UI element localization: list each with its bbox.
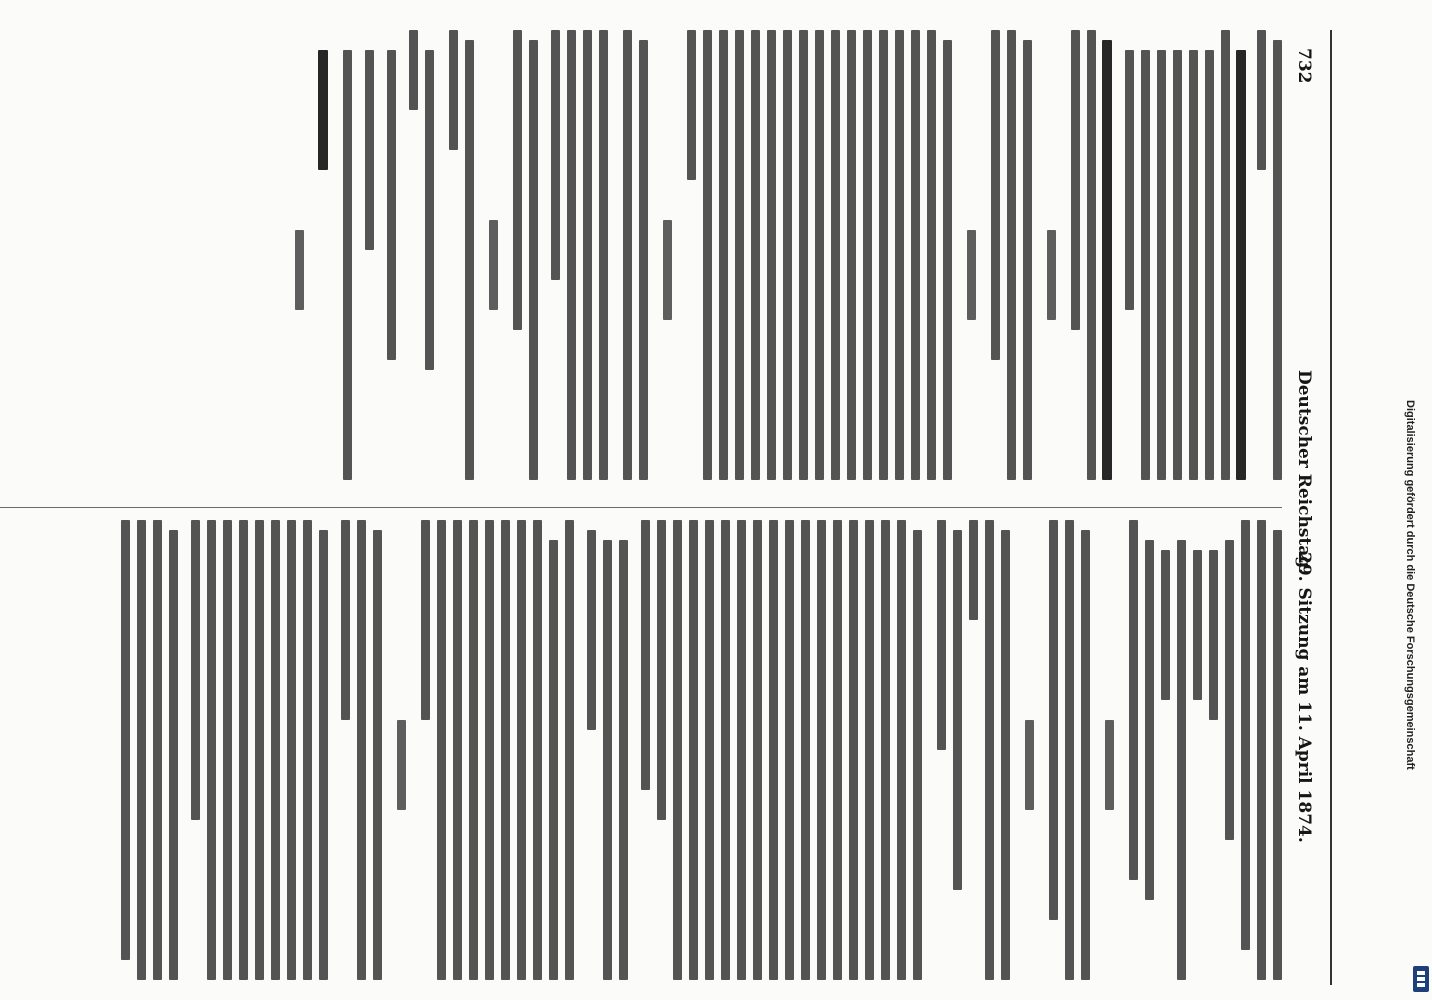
text-line (703, 30, 712, 480)
text-line (1193, 550, 1202, 700)
text-line (453, 520, 462, 980)
text-line (551, 30, 560, 280)
text-line (833, 520, 842, 980)
text-line (1177, 540, 1186, 980)
text-line (1105, 720, 1114, 810)
text-line (271, 520, 280, 980)
text-line (341, 520, 350, 720)
text-line (485, 520, 494, 980)
text-line (751, 30, 760, 480)
page-number: 732 (1294, 48, 1314, 84)
text-line (153, 520, 162, 980)
text-line (719, 30, 728, 480)
text-line (421, 520, 430, 720)
text-line (817, 520, 826, 980)
text-line (1049, 520, 1058, 920)
text-line (469, 520, 478, 980)
text-line (1257, 30, 1266, 170)
text-line (1157, 50, 1166, 480)
text-line (223, 520, 232, 980)
text-line (1241, 520, 1250, 950)
text-line (489, 220, 498, 310)
header-rule (1330, 30, 1332, 985)
text-line (1145, 540, 1154, 900)
text-line (1023, 40, 1032, 480)
text-line (565, 520, 574, 980)
running-title: Deutscher Reichstag. (1294, 370, 1314, 575)
text-line (689, 520, 698, 980)
text-line (849, 520, 858, 980)
text-line (549, 540, 558, 980)
text-line (767, 30, 776, 480)
text-line (583, 30, 592, 480)
text-line (753, 520, 762, 980)
text-line (1273, 40, 1282, 480)
text-line (769, 520, 778, 980)
text-line (425, 50, 434, 370)
text-line (295, 230, 304, 310)
text-line (881, 520, 890, 980)
text-line (169, 530, 178, 980)
text-line (1273, 530, 1282, 980)
text-line (623, 30, 632, 480)
text-line (1071, 30, 1080, 330)
text-line (619, 540, 628, 980)
text-line (1001, 530, 1010, 980)
text-line (343, 50, 352, 480)
column-divider (0, 507, 1282, 508)
text-line (785, 520, 794, 980)
text-line (1081, 530, 1090, 980)
text-line (1189, 50, 1198, 480)
text-line (533, 520, 542, 980)
text-line (641, 520, 650, 790)
text-line (449, 30, 458, 150)
text-line (517, 520, 526, 980)
text-line (137, 520, 146, 980)
text-line (1209, 550, 1218, 720)
text-line (191, 520, 200, 820)
text-line (1087, 30, 1096, 480)
text-line (831, 30, 840, 480)
text-line (865, 520, 874, 980)
text-line (687, 30, 696, 180)
text-line (1065, 520, 1074, 980)
text-line (318, 50, 328, 170)
text-line (913, 530, 922, 980)
text-line (357, 520, 366, 980)
text-line (953, 530, 962, 890)
text-line (937, 520, 946, 750)
text-line (287, 520, 296, 980)
text-line (397, 720, 406, 810)
text-line (1102, 40, 1112, 480)
text-line (673, 520, 682, 980)
text-line (239, 520, 248, 980)
text-line (895, 30, 904, 480)
text-line (319, 530, 328, 980)
dfg-logo (1413, 966, 1429, 992)
text-line (1173, 50, 1182, 480)
text-line (1141, 50, 1150, 480)
text-line (783, 30, 792, 480)
text-line (847, 30, 856, 480)
text-line (1025, 720, 1034, 810)
text-line (967, 230, 976, 320)
page-header (1290, 40, 1314, 970)
text-line (121, 520, 130, 960)
text-line (1257, 520, 1266, 980)
text-line (303, 520, 312, 980)
text-line (897, 520, 906, 980)
text-line (663, 220, 672, 320)
text-line (863, 30, 872, 480)
text-line (705, 520, 714, 980)
text-line (1236, 50, 1246, 480)
text-line (943, 40, 952, 480)
text-line (657, 520, 666, 820)
text-line (501, 520, 510, 980)
text-line (513, 30, 522, 330)
text-line (927, 30, 936, 480)
text-line (1007, 30, 1016, 480)
text-line (799, 30, 808, 480)
text-line (255, 520, 264, 980)
text-line (587, 530, 596, 730)
text-line (969, 520, 978, 620)
text-line (599, 30, 608, 480)
text-line (603, 540, 612, 980)
text-line (639, 40, 648, 480)
session-date: 29. Sitzung am 11. April 1874. (1294, 552, 1314, 843)
text-line (815, 30, 824, 480)
text-line (911, 30, 920, 480)
text-line (737, 520, 746, 980)
text-line (1221, 30, 1230, 480)
text-line (437, 520, 446, 980)
text-line (529, 40, 538, 480)
text-line (1161, 550, 1170, 700)
text-line (985, 520, 994, 980)
text-line (1125, 50, 1134, 310)
text-line (207, 520, 216, 980)
digitization-note: Digitalisierung gefördert durch die Deutsche Forschungsgemeinschaft (1404, 400, 1416, 770)
text-line (1205, 50, 1214, 480)
text-line (879, 30, 888, 480)
text-line (1225, 540, 1234, 840)
text-line (1129, 520, 1138, 880)
text-line (801, 520, 810, 980)
text-line (721, 520, 730, 980)
text-line (991, 30, 1000, 360)
text-line (409, 30, 418, 110)
text-line (365, 50, 374, 250)
text-line (373, 530, 382, 980)
text-line (387, 50, 396, 360)
text-line (735, 30, 744, 480)
text-line (465, 40, 474, 480)
dfg-logo-mark (1415, 969, 1427, 989)
text-line (567, 30, 576, 480)
text-line (1047, 230, 1056, 320)
